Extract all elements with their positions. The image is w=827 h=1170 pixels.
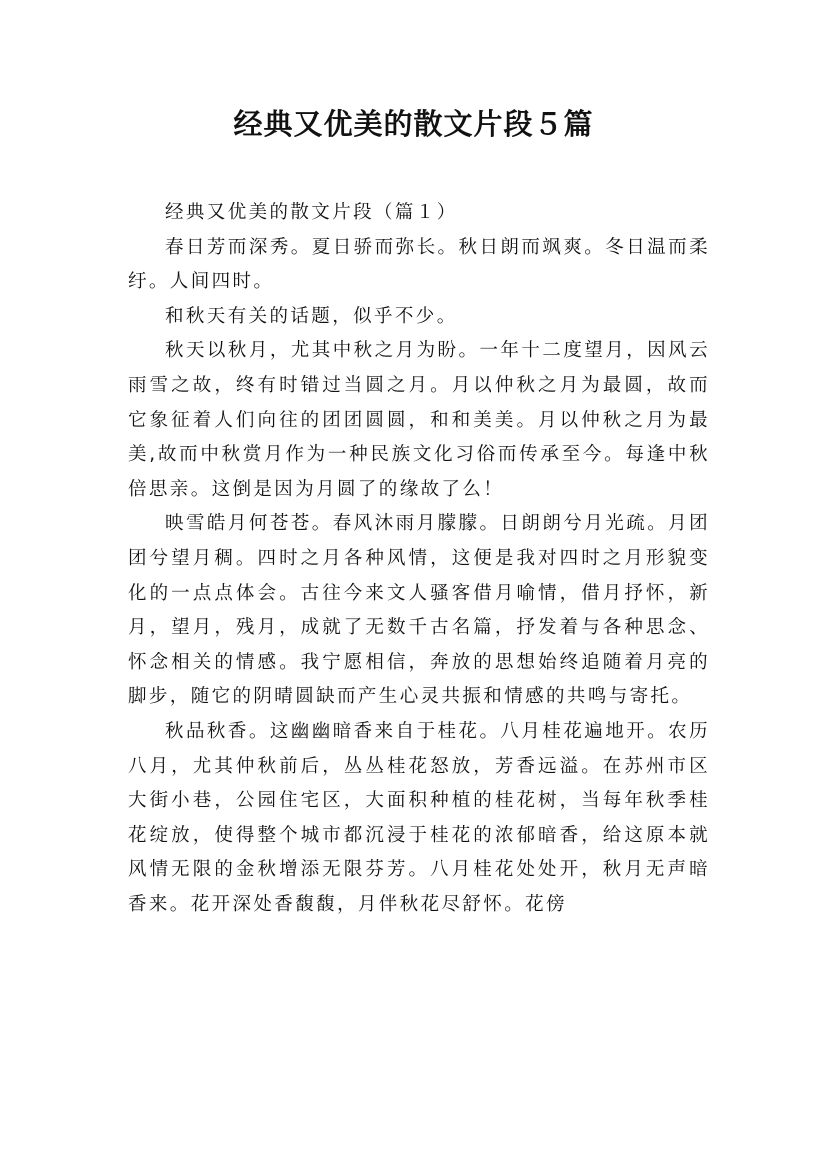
paragraph: 春日芳而深秀。夏日骄而弥长。秋日朗而飒爽。冬日温而柔纡。人间四时。 bbox=[128, 236, 710, 293]
paragraph: 和秋天有关的话题，似乎不少。 bbox=[165, 305, 458, 327]
section-heading: 经典又优美的散文片段（篇１） bbox=[165, 202, 458, 223]
paragraph: 秋天以秋月，尤其中秋之月为盼。一年十二度望月，因风云雨雪之故，终有时错过当圆之月。月以仲秋之月为最圆，故而它象征着人们向往的团团圆圆，和和美美。月以仲秋之月为最美,故而中秋赏月作为一种民族文化习俗而传承至今。每逢中秋倍思亲。这倒是因为月圆了的缘故了么！ bbox=[128, 340, 710, 500]
paragraph: 秋品秋香。这幽幽暗香来自于桂花。八月桂花遍地开。农历八月，尤其仲秋前后，丛丛桂花怒放，芳香远溢。在苏州市区大街小巷，公园住宅区，大面积种植的桂花树，当每年秋季桂花绽放，使得整个城市都沉浸于桂花的浓郁暗香，给这原本就风情无限的金秋增添无限芬芳。八月桂花处处开，秋月无声暗香来。花开深处香馥馥，月伴秋花尽舒怀。花傍 bbox=[128, 720, 710, 915]
document-body bbox=[128, 196, 710, 922]
paragraph: 映雪皓月何苍苍。春风沐雨月朦朦。日朗朗兮月光疏。月团团兮望月稠。四时之月各种风情，这便是我对四时之月形貌变化的一点点体会。古往今来文人骚客借月喻情，借月抒怀，新月，望月，残月，成就了无数千古名篇，抒发着与各种思念、怀念相关的情感。我宁愿相信，奔放的思想始终追随着月亮的脚步，随它的阴晴圆缺而产生心灵共振和情感的共鸣与寄托。 bbox=[128, 513, 710, 708]
document-title: 经典又优美的散文片段５篇 bbox=[233, 107, 594, 141]
